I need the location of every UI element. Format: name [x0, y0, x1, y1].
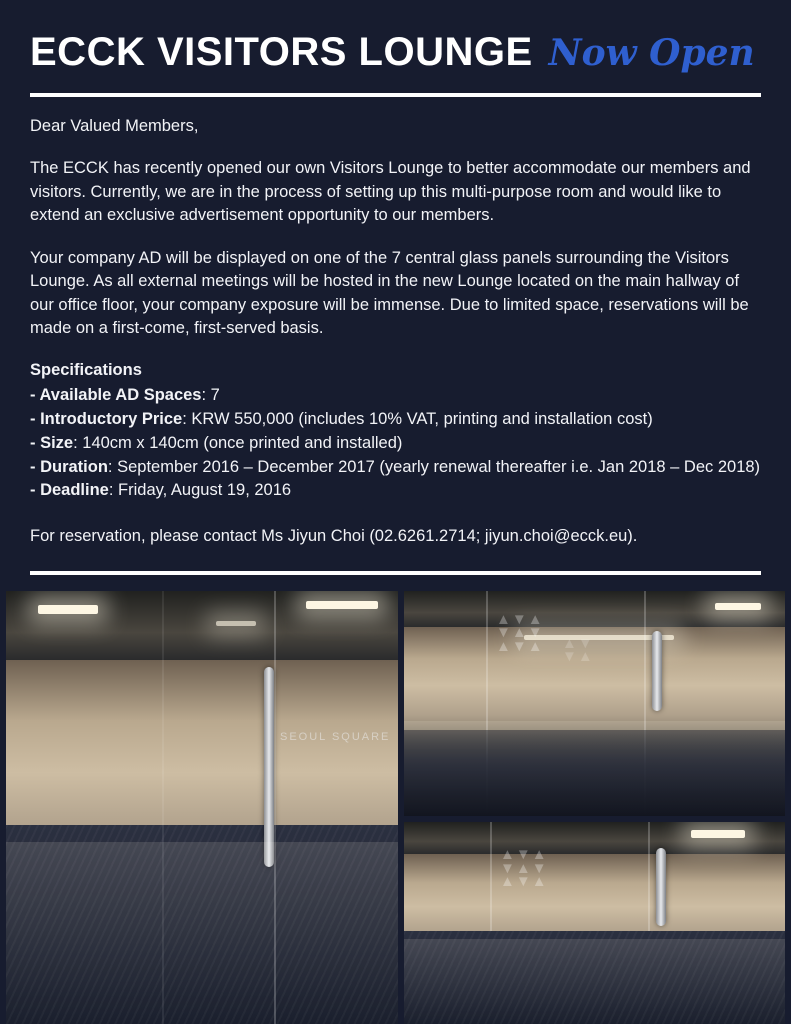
door-handle-icon — [652, 631, 662, 711]
ceiling-light-icon — [691, 830, 745, 838]
specifications-heading: Specifications — [30, 361, 142, 380]
ceiling-light-icon — [306, 601, 378, 609]
photo-lounge-corridor — [6, 591, 398, 1024]
spec-value: : 140cm x 140cm (once printed and installed) — [73, 433, 403, 452]
spec-label: - Duration — [30, 457, 108, 476]
photo-reflection — [404, 721, 785, 816]
photo-reflection — [404, 939, 785, 1024]
page-title-accent: Now Open — [548, 32, 755, 74]
spec-label: - Deadline — [30, 481, 109, 500]
spec-label: - Available AD Spaces — [30, 385, 202, 404]
spec-item-price — [30, 408, 761, 432]
paragraph-2: Your company AD will be displayed on one of the 7 central glass panels surrounding the Visitors Lounge. As all external meetings will be hosted in the new Lounge located on the main hallway of our office floor, your company exposure will be immense. Due to limited space, reservations will be made on a first-come, first-served basis. — [30, 248, 749, 337]
spec-value: : September 2016 – December 2017 (yearly renewal thereafter i.e. Jan 2018 – Dec 2018) — [107, 457, 761, 476]
spec-item-size — [30, 432, 761, 456]
ceiling-light-icon — [38, 605, 98, 614]
spec-item-duration — [30, 456, 761, 480]
spec-value: : KRW 550,000 (includes 10% VAT, printing and installation cost) — [182, 409, 653, 428]
page-title: ECCK VISITORS LOUNGE — [30, 30, 533, 74]
letter-body — [0, 115, 791, 549]
ceiling-light-icon — [715, 603, 761, 610]
photo-reflection — [6, 842, 398, 1024]
divider-top — [30, 93, 761, 97]
contact-line: For reservation, please contact Ms Jiyun Choi (02.6261.2714; jiyun.choi@ecck.eu). — [30, 527, 638, 546]
spec-label: - Size — [30, 433, 74, 452]
specifications-block — [30, 359, 761, 503]
photo-lounge-interior — [404, 822, 785, 1024]
spec-value: : 7 — [201, 385, 220, 404]
frosted-pattern-icon: ▲▼ ▼▲ — [562, 634, 594, 666]
frosted-pattern-icon: ▲▼▲ ▼▲▼ ▲▼▲ — [500, 846, 548, 891]
photo-ceiling — [404, 822, 785, 854]
salutation: Dear Valued Members, — [30, 117, 199, 135]
photo-right-column — [404, 591, 785, 1024]
spec-label: - Introductory Price — [30, 409, 183, 428]
photo-caption-seoul-square: SEOUL SQUARE — [280, 730, 391, 743]
door-handle-icon — [264, 667, 274, 867]
spec-value: : Friday, August 19, 2016 — [108, 481, 292, 500]
paragraph-1: The ECCK has recently opened our own Visitors Lounge to better accommodate our members and visitors. Currently, we are in the process of setting up this multi-purpose room and would like to extend an exclusive advertisement opportunity to our members. — [30, 159, 751, 225]
ceiling-light-icon — [216, 621, 256, 626]
photo-lounge-glass-wall — [404, 591, 785, 816]
photo-gallery — [0, 591, 791, 1024]
frosted-pattern-icon: ▲▼▲ ▼▲▼ ▲▼▲ — [496, 610, 544, 655]
page-header — [0, 0, 791, 75]
spec-item-deadline — [30, 479, 761, 503]
door-handle-icon — [656, 848, 666, 926]
divider-bottom — [30, 571, 761, 575]
spec-item-available-spaces — [30, 384, 761, 408]
